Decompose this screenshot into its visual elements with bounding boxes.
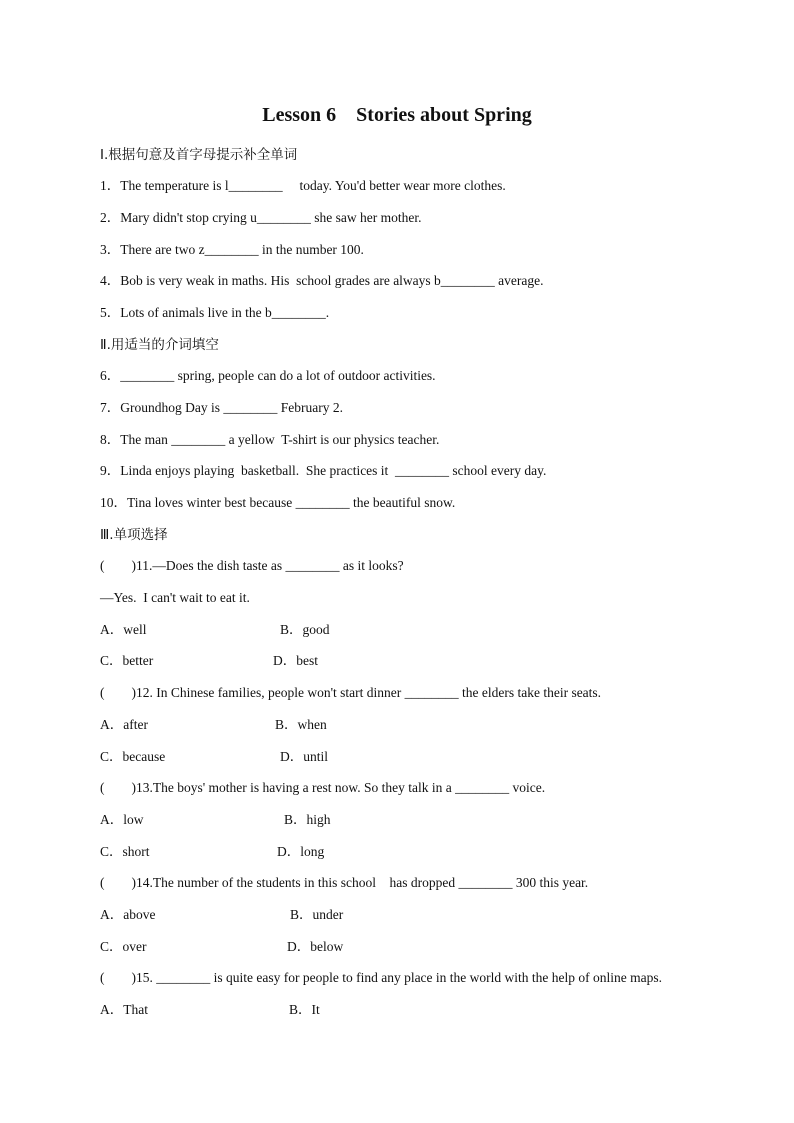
question-14-option-c: C．over	[100, 939, 147, 954]
question-11-option-b: B．good	[280, 622, 330, 637]
question-13-stem: ( )13.The boys' mother is having a rest now. So they talk in a ________ voice.	[100, 780, 546, 795]
question-7: 7．Groundhog Day is ________ February 2.	[100, 400, 343, 415]
question-5: 5．Lots of animals live in the b________.	[100, 305, 330, 320]
question-12-option-d: D．until	[280, 749, 329, 764]
question-10: 10．Tina loves winter best because ________ the beautiful snow.	[100, 495, 456, 510]
question-3: 3．There are two z________ in the number 100.	[100, 242, 364, 257]
question-14-option-b: B．under	[290, 907, 344, 922]
question-14-option-a: A．above	[100, 907, 156, 922]
question-12-option-a: A．after	[100, 717, 148, 732]
question-15-option-b: B．It	[289, 1002, 320, 1017]
question-14-option-d: D．below	[287, 939, 344, 954]
question-15-option-a: A．That	[100, 1002, 148, 1017]
question-1: 1．The temperature is l________ today. You'd better wear more clothes.	[100, 178, 506, 193]
page-title: Lesson 6 Stories about Spring	[262, 104, 532, 126]
question-11-reply: —Yes. I can't wait to eat it.	[100, 590, 250, 605]
question-11-stem: ( )11.—Does the dish taste as ________ as it looks?	[100, 558, 404, 573]
section-2-heading: Ⅱ.用适当的介词填空	[100, 337, 219, 353]
question-11-option-a: A．well	[100, 622, 147, 637]
question-12-option-b: B．when	[275, 717, 327, 732]
section-3-heading: Ⅲ.单项选择	[100, 527, 168, 543]
question-11-option-c: C．better	[100, 653, 154, 668]
question-13-option-a: A．low	[100, 812, 144, 827]
question-13-option-b: B．high	[284, 812, 331, 827]
question-15-stem: ( )15. ________ is quite easy for people to find any place in the world with the help of online maps.	[100, 970, 663, 985]
question-6: 6．________ spring, people can do a lot of outdoor activities.	[100, 368, 436, 383]
question-9: 9．Linda enjoys playing basketball. She practices it ________ school every day.	[100, 463, 547, 478]
question-13-option-d: D．long	[277, 844, 325, 859]
question-4: 4．Bob is very weak in maths. His school grades are always b________ average.	[100, 273, 544, 288]
question-8: 8．The man ________ a yellow T-shirt is our physics teacher.	[100, 432, 440, 447]
question-11-option-d: D．best	[273, 653, 318, 668]
section-1-heading: Ⅰ.根据句意及首字母提示补全单词	[100, 147, 298, 163]
question-12-option-c: C．because	[100, 749, 166, 764]
question-13-option-c: C．short	[100, 844, 150, 859]
question-2: 2．Mary didn't stop crying u________ she saw her mother.	[100, 210, 422, 225]
question-14-stem: ( )14.The number of the students in this school has dropped ________ 300 this year.	[100, 875, 589, 890]
question-12-stem: ( )12. In Chinese families, people won't start dinner ________ the elders take their seats.	[100, 685, 602, 700]
